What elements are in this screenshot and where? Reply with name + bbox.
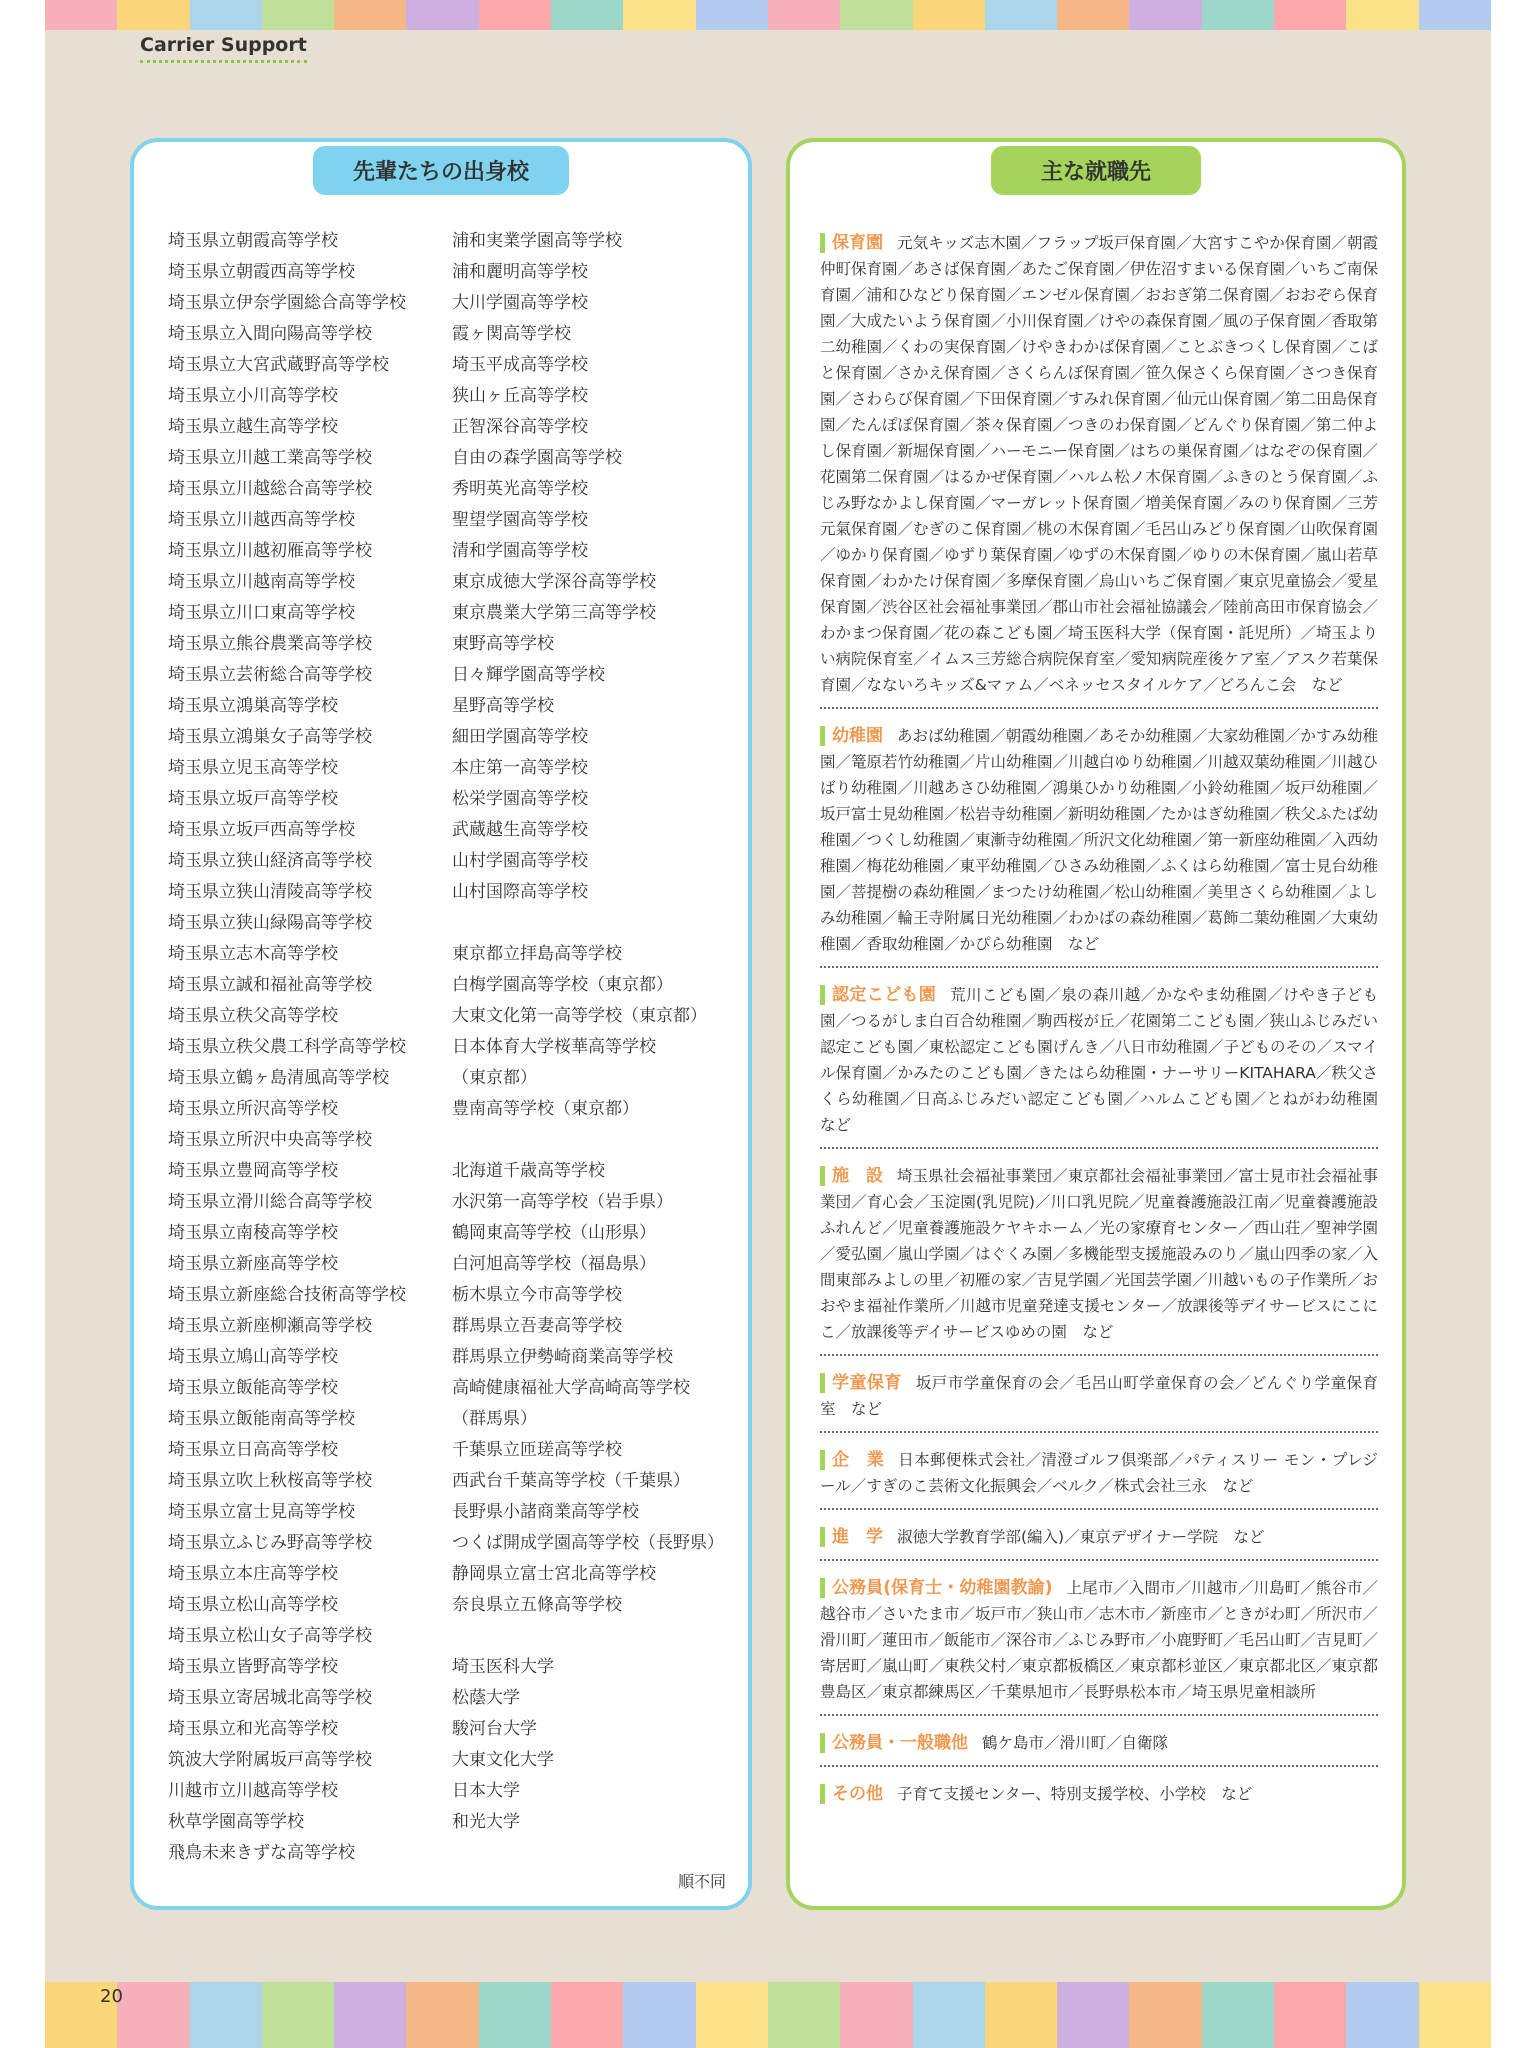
employer-category (820, 976, 1394, 1149)
employer-category-label: 進 学 (820, 1527, 883, 1547)
employer-category-text: 荒川こども園／泉の森川越／かなやま幼稚園／けやき子ども園／つるがしま白百合幼稚園／駒西桜が丘／花園第二こども園／狭山ふじみだい認定こども園／東松認定こども園げんき／八日市幼稚園／子どものその／スマイル保育園／かみたのこども園／きたはら幼稚園・ナーサリーKITAHARA／秩父さくら幼稚園／日高ふじみだい認定こども園／ハルムこども園／とねがわ幼稚園 など (820, 986, 1394, 1134)
employer-category-label: 施 設 (820, 1166, 883, 1186)
school-item: 埼玉平成高等学校 (452, 355, 588, 375)
school-item: 埼玉県立狭山経済高等学校 (168, 851, 372, 871)
school-item (452, 1125, 724, 1156)
school-item: 埼玉県立坂戸西高等学校 (168, 820, 355, 840)
school-item: 星野高等学校 (452, 696, 554, 716)
school-item: 埼玉県立寄居城北高等学校 (168, 1688, 372, 1708)
school-item: 埼玉県立川越西高等学校 (168, 510, 355, 530)
school-item: 埼玉県立志木高等学校 (168, 944, 338, 964)
school-item: 埼玉県立飯能南高等学校 (168, 1409, 355, 1429)
school-item: 埼玉県立川越総合高等学校 (168, 479, 372, 499)
school-item: 白河旭高等学校（福島県） (452, 1254, 656, 1274)
school-item: 駿河台大学 (452, 1719, 537, 1739)
employer-category-text: 坂戸市学童保育の会／毛呂山町学童保育の会／どんぐり学童保育室 など (820, 1374, 1378, 1418)
employers-title: 主な就職先 (991, 146, 1201, 195)
page-number: 20 (100, 1986, 123, 2007)
school-item: 埼玉県立伊奈学園総合高等学校 (168, 293, 406, 313)
employer-category-label: 認定こども園 (820, 985, 936, 1005)
school-item: 埼玉県立芸術総合高等学校 (168, 665, 372, 685)
school-item: 埼玉県立誠和福祉高等学校 (168, 975, 372, 995)
bottom-color-stripes (45, 1982, 1491, 2048)
school-item: 大東文化第一高等学校（東京都） (452, 1006, 707, 1026)
section-label: Carrier Support (140, 34, 307, 63)
school-item: 埼玉県立和光高等学校 (168, 1719, 338, 1739)
school-item: 埼玉県立朝霞西高等学校 (168, 262, 355, 282)
school-item: 埼玉県立朝霞高等学校 (168, 231, 338, 251)
school-item: 奈良県立五條高等学校 (452, 1595, 622, 1615)
school-item: 聖望学園高等学校 (452, 510, 588, 530)
school-item: 東京農業大学第三高等学校 (452, 603, 656, 623)
school-item: 筑波大学附属坂戸高等学校 (168, 1750, 372, 1770)
school-item: 霞ヶ関高等学校 (452, 324, 571, 344)
school-item: 埼玉県立秩父農工科学高等学校 (168, 1037, 406, 1057)
top-color-stripes (45, 0, 1491, 30)
employer-category-text: あおば幼稚園／朝霞幼稚園／あそか幼稚園／大家幼稚園／かすみ幼稚園／篭原若竹幼稚園／片山幼稚園／川越白ゆり幼稚園／川越双葉幼稚園／川越ひばり幼稚園／川越あさひ幼稚園／鴻巣ひかり幼稚園／小鈴幼稚園／坂戸幼稚園／坂戸富士見幼稚園／松岩寺幼稚園／新明幼稚園／たかはぎ幼稚園／秩父ふたば幼稚園／つくし幼稚園／東漸寺幼稚園／所沢文化幼稚園／第一新座幼稚園／入西幼稚園／梅花幼稚園／東平幼稚園／ひさみ幼稚園／ふくはら幼稚園／富士見台幼稚園／菩提樹の森幼稚園／まつたけ幼稚園／松山幼稚園／美里さくら幼稚園／よしみ幼稚園／輪王寺附属日光幼稚園／わかばの森幼稚園／葛飾二葉幼稚園／大東幼稚園／香取幼稚園／かぴら幼稚園 など (820, 727, 1379, 953)
school-list-column-1 (168, 226, 406, 1869)
school-item: 埼玉県立越生高等学校 (168, 417, 338, 437)
school-item: つくば開成学園高等学校（長野県） (452, 1533, 724, 1553)
school-item: 埼玉県立松山女子高等学校 (168, 1626, 372, 1646)
school-item: 埼玉県立ふじみ野高等学校 (168, 1533, 372, 1553)
school-item: 埼玉県立川越初雁高等学校 (168, 541, 372, 561)
school-item: 埼玉県立南稜高等学校 (168, 1223, 338, 1243)
school-item: 埼玉県立本庄高等学校 (168, 1564, 338, 1584)
school-item: 埼玉県立新座高等学校 (168, 1254, 338, 1274)
school-item: 松蔭大学 (452, 1688, 520, 1708)
employer-category-text: 元気キッズ志木園／フラップ坂戸保育園／大宮すこやか保育園／朝霞仲町保育園／あさば保育園／あたご保育園／伊佐沼すまいる保育園／いちご南保育園／浦和ひなどり保育園／エンゼル保育園／おおぎ第二保育園／おおぞら保育園／大成たいよう保育園／小川保育園／けやの森保育園／風の子保育園／香取第二幼稚園／くわの実保育園／けやきわかば保育園／ことぶきつくし保育園／こばと保育園／さかえ保育園／さくらんぼ保育園／笹久保さくら保育園／さつき保育園／さわらび保育園／下田保育園／すみれ保育園／仙元山保育園／第二田島保育園／たんぽぽ保育園／茶々保育園／つきのわ保育園／どんぐり保育園／第二仲よし保育園／新堀保育園／ハーモニー保育園／はちの巣保育園／はなぞの保育園／花園第二保育園／はるかぜ保育園／ハルム松ノ木保育園／ふきのとう保育園／ふじみ野なかよし保育園／マーガレット保育園／増美保育園／みのり保育園／三芳元氣保育園／むぎのこ保育園／桃の木保育園／毛呂山みどり保育園／山吹保育園／ゆかり保育園／ゆずり葉保育園／ゆずの木保育園／ゆりの木保育園／嵐山若草保育園／わかたけ保育園／多摩保育園／烏山いちご保育園／東京児童協会／愛星保育園／渋谷区社会福祉事業団／郡山市社会福祉協議会／陸前高田市保育協会／わかまつ保育園／花の森こども園／埼玉医科大学（保育園・託児所）／埼玉よりい病院保育室／イムス三芳総合病院保育室／愛知病院産後ケア室／アスク若葉保育園／なないろキッズ&マァム／ベネッセスタイルケア／どろんこ会 など (820, 234, 1379, 694)
school-item: 埼玉県立川越南高等学校 (168, 572, 355, 592)
alumni-schools-title: 先輩たちの出身校 (313, 146, 569, 195)
school-item: 高崎健康福祉大学高崎高等学校 (452, 1378, 690, 1398)
employer-category-text: 上尾市／入間市／川越市／川島町／熊谷市／越谷市／さいたま市／坂戸市／狭山市／志木市／新座市／ときがわ町／所沢市／滑川町／蓮田市／飯能市／深谷市／ふじみ野市／小鹿野町／毛呂山町／吉見町／寄居町／嵐山町／東秩父村／東京都板橋区／東京都杉並区／東京都北区／東京都豊島区／東京都練馬区／千葉県旭市／長野県松本市／埼玉県児童相談所 (820, 1579, 1379, 1701)
employer-category-text: 日本郵便株式会社／清澄ゴルフ倶楽部／パティスリー モン・プレジール／すぎのこ芸術文化振興会／ベルク／株式会社三永 など (820, 1451, 1379, 1495)
school-item: 埼玉県立皆野高等学校 (168, 1657, 338, 1677)
school-item: 水沢第一高等学校（岩手県） (452, 1192, 673, 1212)
employer-category (820, 224, 1378, 709)
school-item (452, 1621, 724, 1652)
school-item: 清和学園高等学校 (452, 541, 588, 561)
school-item: 秋草学園高等学校 (168, 1812, 304, 1832)
school-item: 埼玉県立富士見高等学校 (168, 1502, 355, 1522)
employer-category-text: 淑徳大学教育学部(編入)／東京デザイナー学院 など (897, 1528, 1265, 1546)
school-item: 埼玉県立児玉高等学校 (168, 758, 338, 778)
employer-category-label: 保育園 (820, 233, 883, 253)
school-item: 東京成徳大学深谷高等学校 (452, 572, 656, 592)
school-item: 埼玉県立坂戸高等学校 (168, 789, 338, 809)
school-item: 埼玉県立狭山緑陽高等学校 (168, 913, 372, 933)
school-item: 西武台千葉高等学校（千葉県） (452, 1471, 690, 1491)
employer-category (820, 1775, 1378, 1816)
employer-category (820, 1157, 1378, 1356)
employer-category-text: 子育て支援センター、特別支援学校、小学校 など (897, 1785, 1253, 1803)
school-item: 北海道千歳高等学校 (452, 1161, 605, 1181)
employer-category (820, 1569, 1378, 1716)
school-item: 正智深谷高等学校 (452, 417, 588, 437)
school-item: 埼玉県立所沢高等学校 (168, 1099, 338, 1119)
school-item: 群馬県立伊勢崎商業高等学校 (452, 1347, 673, 1367)
employer-category-label: 公務員(保育士・幼稚園教諭) (820, 1578, 1053, 1598)
school-item: 埼玉県立小川高等学校 (168, 386, 338, 406)
school-item: 武蔵越生高等学校 (452, 820, 588, 840)
employer-category-text: 埼玉県社会福祉事業団／東京都社会福祉事業団／富士見市社会福祉事業団／育心会／玉淀園(乳児院)／川口乳児院／児童養護施設江南／児童養護施設ふれんど／児童養護施設ケヤキホーム／光の家療育センター／西山荘／聖神学園／愛弘園／嵐山学園／はぐくみ園／多機能型支援施設みのり／嵐山四季の家／入間東部みよしの里／初雁の家／吉見学園／光国芸学園／川越いもの子作業所／おおやま福祉作業所／川越市児童発達支援センター／放課後等デイサービスにこにこ／放課後等デイサービスゆめの園 など (820, 1167, 1379, 1341)
school-item: 松栄学園高等学校 (452, 789, 588, 809)
employer-categories (820, 224, 1394, 1824)
school-item: 埼玉県立豊岡高等学校 (168, 1161, 338, 1181)
school-item: 埼玉県立日高高等学校 (168, 1440, 338, 1460)
school-item: 埼玉県立熊谷農業高等学校 (168, 634, 372, 654)
school-item: 川越市立川越高等学校 (168, 1781, 338, 1801)
school-item: 埼玉県立飯能高等学校 (168, 1378, 338, 1398)
school-item: 山村国際高等学校 (452, 882, 588, 902)
school-item: 自由の森学園高等学校 (452, 448, 622, 468)
school-item: 千葉県立匝瑳高等学校 (452, 1440, 622, 1460)
school-item: 埼玉県立鶴ヶ島清風高等学校 (168, 1068, 389, 1088)
alumni-schools-panel (130, 138, 752, 1910)
school-item: 浦和実業学園高等学校 (452, 231, 622, 251)
school-item: 埼玉医科大学 (452, 1657, 554, 1677)
school-item: 埼玉県立川口東高等学校 (168, 603, 355, 623)
employer-category-label: 幼稚園 (820, 726, 883, 746)
school-item: 長野県小諸商業高等学校 (452, 1502, 639, 1522)
school-item: 白梅学園高等学校（東京都） (452, 975, 673, 995)
school-item: 細田学園高等学校 (452, 727, 588, 747)
school-item: 埼玉県立滑川総合高等学校 (168, 1192, 372, 1212)
school-item: 本庄第一高等学校 (452, 758, 588, 778)
school-item: （群馬県） (452, 1409, 537, 1429)
school-item: 埼玉県立入間向陽高等学校 (168, 324, 372, 344)
school-item: 鶴岡東高等学校（山形県） (452, 1223, 656, 1243)
school-item: （東京都） (452, 1068, 537, 1088)
school-item: 日本大学 (452, 1781, 520, 1801)
school-item: 狭山ヶ丘高等学校 (452, 386, 588, 406)
order-note: 順不同 (677, 1872, 726, 1891)
school-item: 埼玉県立狭山清陵高等学校 (168, 882, 372, 902)
employer-category-label: 学童保育 (820, 1373, 902, 1393)
employer-category-label: その他 (820, 1784, 883, 1804)
school-item: 日本体育大学桜華高等学校 (452, 1037, 656, 1057)
school-item: 東京都立拝島高等学校 (452, 944, 622, 964)
school-item: 埼玉県立鳩山高等学校 (168, 1347, 338, 1367)
school-item: 浦和麗明高等学校 (452, 262, 588, 282)
school-item: 大東文化大学 (452, 1750, 554, 1770)
school-item: 埼玉県立川越工業高等学校 (168, 448, 372, 468)
school-item: 埼玉県立所沢中央高等学校 (168, 1130, 372, 1150)
school-item: 埼玉県立新座柳瀬高等学校 (168, 1316, 372, 1336)
employer-category-label: 企 業 (820, 1450, 884, 1470)
school-item: 埼玉県立秩父高等学校 (168, 1006, 338, 1026)
school-item (452, 908, 724, 939)
school-item: 埼玉県立鴻巣高等学校 (168, 696, 338, 716)
school-item: 豊南高等学校（東京都） (452, 1099, 639, 1119)
school-item: 和光大学 (452, 1812, 520, 1832)
employers-panel (786, 138, 1406, 1910)
employer-category (820, 1724, 1378, 1767)
school-item: 群馬県立吾妻高等学校 (452, 1316, 622, 1336)
school-item: 栃木県立今市高等学校 (452, 1285, 622, 1305)
school-item: 飛鳥未来きずな高等学校 (168, 1843, 355, 1863)
school-item: 埼玉県立新座総合技術高等学校 (168, 1285, 406, 1305)
school-item: 東野高等学校 (452, 634, 554, 654)
school-item: 山村学園高等学校 (452, 851, 588, 871)
employer-category (820, 1518, 1378, 1561)
school-item: 埼玉県立吹上秋桜高等学校 (168, 1471, 372, 1491)
school-item: 日々輝学園高等学校 (452, 665, 605, 685)
school-item: 静岡県立富士宮北高等学校 (452, 1564, 656, 1584)
employer-category-text: 鶴ケ島市／滑川町／自衛隊 (982, 1734, 1169, 1752)
school-list-column-2 (452, 226, 724, 1838)
employer-category (820, 1364, 1378, 1433)
employer-category (820, 1441, 1378, 1510)
employer-category (820, 717, 1378, 968)
school-item: 埼玉県立大宮武蔵野高等学校 (168, 355, 389, 375)
employer-category-label: 公務員・一般職他 (820, 1733, 968, 1753)
school-item: 埼玉県立松山高等学校 (168, 1595, 338, 1615)
school-item: 大川学園高等学校 (452, 293, 588, 313)
school-item: 秀明英光高等学校 (452, 479, 588, 499)
school-item: 埼玉県立鴻巣女子高等学校 (168, 727, 372, 747)
